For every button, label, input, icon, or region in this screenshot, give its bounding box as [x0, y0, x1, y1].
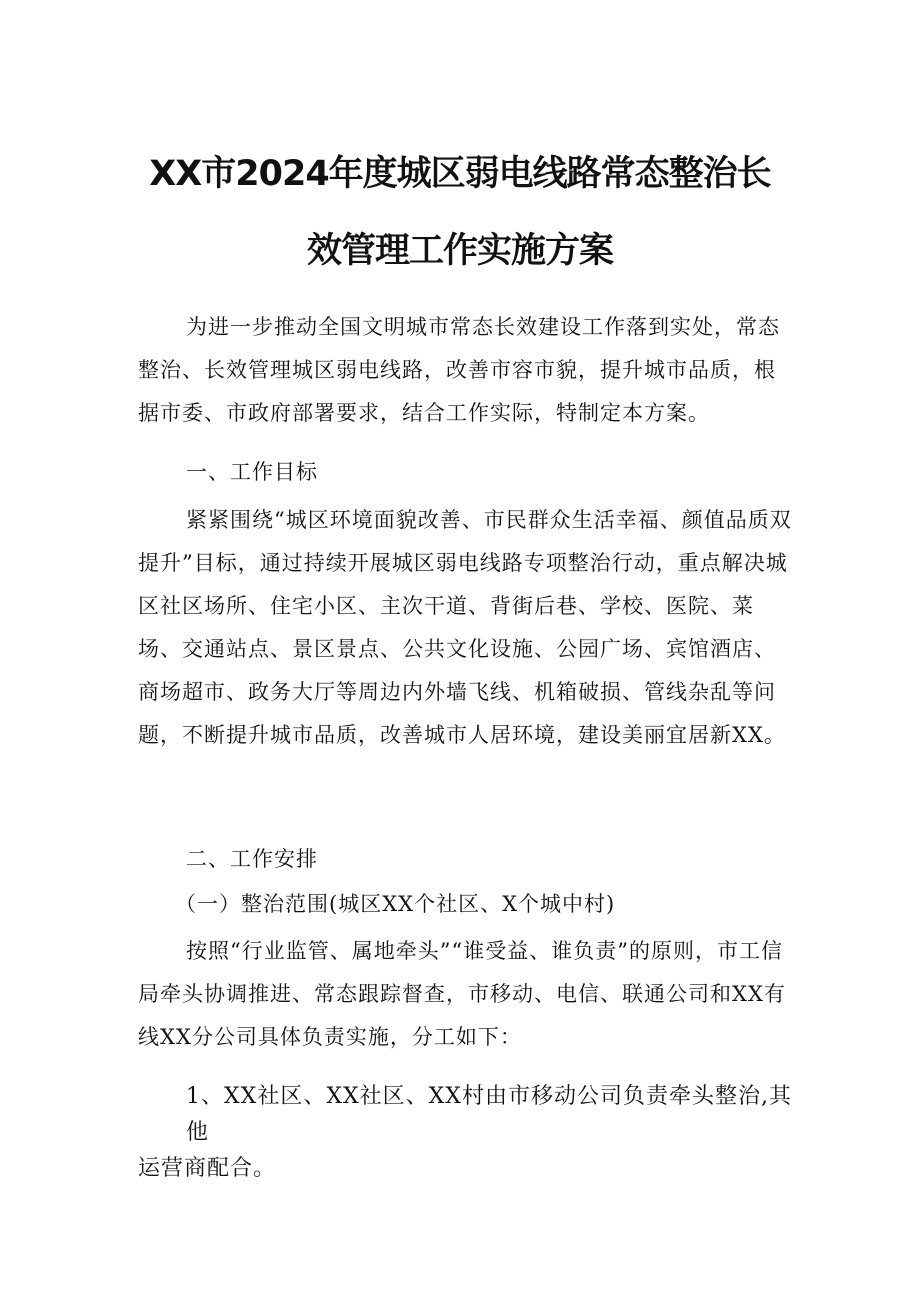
section-heading-goals: 一、工作目标 — [186, 460, 318, 484]
goals-paragraph: 紧紧围绕“城区环境面貌改善、市民群众生活幸福、颜值品质双提升”目标，通过持续开展城区弱电线路专项整治行动，重点解决城区社区场所、住宅小区、主次干道、背街后巷、学校、医院、菜场、交通站点、景区景点、公共文化设施、公园广场、宾馆酒店、商场超市、政务大厅等周边内外墙飞线、机箱破损、管线杂乱等问题，不断提升城市品质，改善城市人居环境，建设美丽宜居新XX。 — [138, 508, 792, 747]
scope-paragraph: 按照“行业监管、属地牵头”“谁受益、谁负责”的原则，市工信局牵头协调推进、常态跟踪督查，市移动、电信、联通公司和XX有线XX分公司具体负责实施，分工如下： — [138, 939, 786, 1049]
section-heading-arrangement: 二、工作安排 — [186, 847, 318, 871]
intro-paragraph: 为进一步推动全国文明城市常态长效建设工作落到实处，常态整治、长效管理城区弱电线路，改善市容市貌，提升城市品质，根据市委、市政府部署要求，结合工作实际，特制定本方案。 — [138, 315, 780, 425]
list-item-line-2: 运营商配合。 — [138, 1156, 277, 1181]
subsection-heading-scope: （一）整治范围(城区XX个社区、X个城中村) — [175, 892, 616, 916]
list-item — [138, 1079, 793, 1187]
document-title-line-1: XX市2024年度城区弱电线路常态整治长 — [149, 154, 771, 194]
document-title-line-2: 效管理工作实施方案 — [306, 231, 613, 271]
list-item-line-1: 1、XX社区、XX社区、XX村由市移动公司负责牵头整治,其他 — [186, 1084, 792, 1145]
